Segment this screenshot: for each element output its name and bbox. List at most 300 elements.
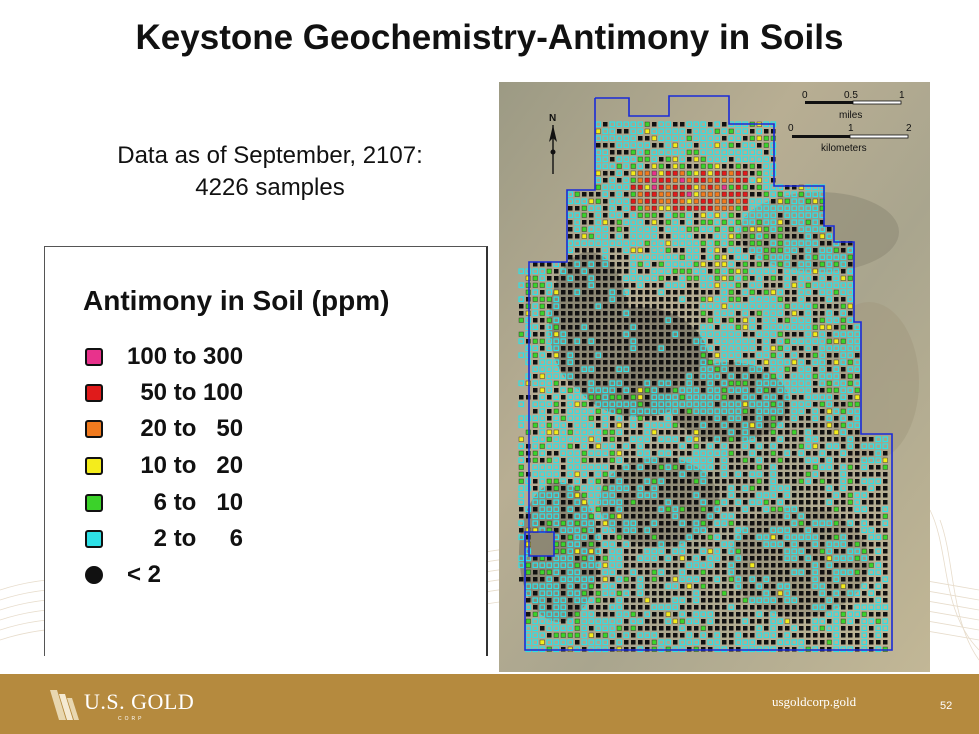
sample-point xyxy=(722,598,727,603)
sample-point xyxy=(673,416,678,421)
sample-point xyxy=(834,514,839,519)
sample-point xyxy=(673,479,678,484)
sample-point xyxy=(883,451,888,456)
sample-point xyxy=(729,297,734,302)
sample-point xyxy=(673,521,678,526)
sample-point xyxy=(547,276,552,281)
sample-point xyxy=(729,528,734,533)
sample-point xyxy=(694,290,699,295)
sample-point xyxy=(708,339,713,344)
sample-point xyxy=(673,388,678,393)
sample-point xyxy=(666,542,671,547)
sample-point xyxy=(813,479,818,484)
sample-point xyxy=(827,339,832,344)
sample-point xyxy=(582,493,587,498)
sample-point xyxy=(806,514,811,519)
sample-point xyxy=(750,353,755,358)
sample-point xyxy=(680,304,685,309)
sample-point xyxy=(771,591,776,596)
sample-point xyxy=(722,563,727,568)
sample-point xyxy=(841,248,846,253)
sample-point xyxy=(701,507,706,512)
sample-point xyxy=(561,570,566,575)
sample-point xyxy=(680,318,685,323)
sample-point xyxy=(750,136,755,141)
sample-point xyxy=(834,563,839,568)
sample-point xyxy=(799,556,804,561)
sample-point xyxy=(631,199,636,204)
sample-point xyxy=(806,591,811,596)
sample-point xyxy=(645,290,650,295)
sample-point xyxy=(764,619,769,624)
sample-point xyxy=(659,416,664,421)
sample-point xyxy=(834,360,839,365)
sample-point xyxy=(792,262,797,267)
sample-point xyxy=(764,605,769,610)
sample-point xyxy=(729,633,734,638)
sample-point xyxy=(715,612,720,617)
sample-point xyxy=(799,605,804,610)
sample-point xyxy=(596,374,601,379)
sample-point xyxy=(680,605,685,610)
sample-point xyxy=(736,598,741,603)
sample-point xyxy=(603,507,608,512)
sample-point xyxy=(659,577,664,582)
sample-point xyxy=(659,514,664,519)
sample-point xyxy=(841,409,846,414)
sample-point xyxy=(813,486,818,491)
sample-point xyxy=(855,528,860,533)
sample-point xyxy=(778,507,783,512)
sample-point xyxy=(624,129,629,134)
sample-point xyxy=(596,143,601,148)
sample-point xyxy=(729,395,734,400)
sample-point xyxy=(736,311,741,316)
sample-point xyxy=(708,507,713,512)
sample-point xyxy=(757,220,762,225)
sample-point xyxy=(575,507,580,512)
sample-point xyxy=(673,591,678,596)
sample-point xyxy=(827,584,832,589)
sample-point xyxy=(589,290,594,295)
sample-point xyxy=(617,535,622,540)
sample-point xyxy=(813,332,818,337)
sample-point xyxy=(757,486,762,491)
sample-point xyxy=(694,444,699,449)
sample-point xyxy=(547,458,552,463)
sample-point xyxy=(715,262,720,267)
sample-point xyxy=(652,360,657,365)
sample-point xyxy=(638,199,643,204)
sample-point xyxy=(729,157,734,162)
sample-point xyxy=(743,535,748,540)
sample-point xyxy=(743,472,748,477)
sample-point xyxy=(764,255,769,260)
sample-point xyxy=(687,570,692,575)
sample-point xyxy=(722,255,727,260)
website-link[interactable]: usgoldcorp.gold xyxy=(772,694,857,709)
sample-point xyxy=(757,479,762,484)
sample-point xyxy=(533,276,538,281)
sample-point xyxy=(799,528,804,533)
sample-point xyxy=(862,563,867,568)
sample-point xyxy=(715,241,720,246)
sample-point xyxy=(701,444,706,449)
sample-point xyxy=(715,346,720,351)
sample-point xyxy=(855,402,860,407)
sample-point xyxy=(708,353,713,358)
sample-point xyxy=(694,584,699,589)
sample-point xyxy=(729,206,734,211)
sample-point xyxy=(680,395,685,400)
sample-point xyxy=(603,276,608,281)
sample-point xyxy=(855,563,860,568)
sample-point xyxy=(631,500,636,505)
sample-point xyxy=(729,171,734,176)
sample-point xyxy=(575,626,580,631)
sample-point xyxy=(715,591,720,596)
sample-point xyxy=(652,283,657,288)
sample-point xyxy=(680,122,685,127)
sample-point xyxy=(575,318,580,323)
sample-point xyxy=(869,437,874,442)
sample-point xyxy=(806,353,811,358)
sample-point xyxy=(582,318,587,323)
sample-point xyxy=(722,122,727,127)
sample-point xyxy=(617,255,622,260)
sample-point xyxy=(526,619,531,624)
sample-point xyxy=(722,416,727,421)
sample-point xyxy=(715,171,720,176)
sample-point xyxy=(631,493,636,498)
sample-point xyxy=(729,178,734,183)
sample-point xyxy=(694,262,699,267)
sample-point xyxy=(652,332,657,337)
sample-point xyxy=(533,423,538,428)
sample-point xyxy=(743,283,748,288)
sample-point xyxy=(631,381,636,386)
sample-point xyxy=(589,395,594,400)
sample-point xyxy=(575,402,580,407)
sample-point xyxy=(736,269,741,274)
sample-point xyxy=(855,626,860,631)
logo-subtext: CORP xyxy=(118,716,145,722)
sample-point xyxy=(617,269,622,274)
sample-point xyxy=(589,297,594,302)
sample-point xyxy=(687,164,692,169)
sample-point xyxy=(722,640,727,645)
sample-point xyxy=(624,304,629,309)
sample-point xyxy=(729,626,734,631)
sample-point xyxy=(715,227,720,232)
sample-point xyxy=(554,633,559,638)
sample-point xyxy=(687,549,692,554)
sample-point xyxy=(743,493,748,498)
legend-swatch xyxy=(85,530,103,548)
sample-point xyxy=(694,374,699,379)
sample-point xyxy=(729,479,734,484)
sample-point xyxy=(638,416,643,421)
sample-point xyxy=(771,437,776,442)
sample-point xyxy=(834,584,839,589)
sample-point xyxy=(568,612,573,617)
sample-point xyxy=(757,556,762,561)
sample-point xyxy=(666,521,671,526)
sample-point xyxy=(820,402,825,407)
svg-text:N: N xyxy=(549,113,557,124)
sample-point xyxy=(764,549,769,554)
sample-point xyxy=(533,577,538,582)
sample-point xyxy=(729,437,734,442)
sample-point xyxy=(792,493,797,498)
sample-point xyxy=(666,325,671,330)
sample-point xyxy=(820,262,825,267)
sample-point xyxy=(631,612,636,617)
sample-point xyxy=(778,262,783,267)
sample-point xyxy=(708,185,713,190)
sample-point xyxy=(715,402,720,407)
sample-point xyxy=(778,297,783,302)
sample-point xyxy=(813,255,818,260)
sample-point xyxy=(806,416,811,421)
sample-point xyxy=(680,465,685,470)
sample-point xyxy=(715,472,720,477)
sample-point xyxy=(708,297,713,302)
sample-point xyxy=(554,388,559,393)
sample-point xyxy=(827,619,832,624)
sample-point xyxy=(554,290,559,295)
sample-point xyxy=(834,430,839,435)
sample-point xyxy=(729,640,734,645)
sample-point xyxy=(589,248,594,253)
sample-point xyxy=(575,234,580,239)
sample-point xyxy=(568,444,573,449)
sample-point xyxy=(750,556,755,561)
sample-point xyxy=(589,591,594,596)
sample-point xyxy=(666,157,671,162)
sample-point xyxy=(659,444,664,449)
sample-point xyxy=(666,199,671,204)
sample-point xyxy=(666,612,671,617)
sample-point xyxy=(701,290,706,295)
sample-point xyxy=(603,311,608,316)
sample-point xyxy=(743,479,748,484)
sample-point xyxy=(603,213,608,218)
sample-point xyxy=(834,290,839,295)
sample-point xyxy=(624,500,629,505)
sample-point xyxy=(596,367,601,372)
sample-point xyxy=(561,619,566,624)
sample-point xyxy=(568,500,573,505)
sample-point xyxy=(792,472,797,477)
sample-point xyxy=(673,290,678,295)
sample-point xyxy=(715,605,720,610)
svg-text:1: 1 xyxy=(899,90,905,101)
sample-point xyxy=(589,255,594,260)
sample-point xyxy=(757,262,762,267)
sample-point xyxy=(750,241,755,246)
sample-point xyxy=(827,577,832,582)
legend-swatch xyxy=(85,348,103,366)
sample-point xyxy=(596,381,601,386)
sample-point xyxy=(645,248,650,253)
sample-point xyxy=(645,129,650,134)
sample-point xyxy=(757,178,762,183)
sample-point xyxy=(680,493,685,498)
sample-point xyxy=(603,199,608,204)
sample-point xyxy=(841,493,846,498)
sample-point xyxy=(841,598,846,603)
sample-point xyxy=(617,444,622,449)
sample-point xyxy=(855,472,860,477)
sample-point xyxy=(743,381,748,386)
sample-point xyxy=(855,374,860,379)
sample-point xyxy=(659,227,664,232)
sample-point xyxy=(638,626,643,631)
sample-point xyxy=(603,430,608,435)
sample-point xyxy=(603,577,608,582)
sample-point xyxy=(883,612,888,617)
sample-point xyxy=(659,220,664,225)
sample-point xyxy=(883,514,888,519)
sample-point xyxy=(561,409,566,414)
sample-point xyxy=(701,255,706,260)
sample-point xyxy=(694,297,699,302)
sample-point xyxy=(757,185,762,190)
sample-point xyxy=(519,318,524,323)
sample-point xyxy=(610,458,615,463)
sample-point xyxy=(862,500,867,505)
sample-point xyxy=(771,577,776,582)
sample-point xyxy=(652,164,657,169)
sample-point xyxy=(764,472,769,477)
sample-point xyxy=(659,353,664,358)
sample-point xyxy=(547,570,552,575)
sample-point xyxy=(792,612,797,617)
sample-point xyxy=(673,143,678,148)
sample-point xyxy=(813,556,818,561)
sample-point xyxy=(638,192,643,197)
sample-point xyxy=(582,192,587,197)
sample-point xyxy=(764,451,769,456)
sample-point xyxy=(722,199,727,204)
sample-point xyxy=(645,283,650,288)
sample-point xyxy=(645,514,650,519)
sample-point xyxy=(554,332,559,337)
sample-point xyxy=(575,353,580,358)
sample-point xyxy=(631,514,636,519)
sample-point xyxy=(813,269,818,274)
sample-point xyxy=(694,157,699,162)
sample-point xyxy=(666,444,671,449)
sample-point xyxy=(820,423,825,428)
sample-point xyxy=(617,374,622,379)
sample-point xyxy=(701,521,706,526)
sample-point xyxy=(687,472,692,477)
sample-point xyxy=(519,528,524,533)
sample-point xyxy=(610,535,615,540)
sample-point xyxy=(820,304,825,309)
sample-point xyxy=(834,528,839,533)
sample-point xyxy=(533,570,538,575)
sample-point xyxy=(694,416,699,421)
sample-point xyxy=(820,486,825,491)
sample-point xyxy=(799,633,804,638)
sample-point xyxy=(673,367,678,372)
sample-point xyxy=(631,304,636,309)
sample-point xyxy=(750,521,755,526)
sample-point xyxy=(547,318,552,323)
sample-point xyxy=(869,465,874,470)
sample-point xyxy=(575,276,580,281)
sample-point xyxy=(575,255,580,260)
sample-point xyxy=(820,458,825,463)
legend-swatch xyxy=(85,457,103,475)
sample-point xyxy=(610,395,615,400)
sample-point xyxy=(729,591,734,596)
sample-point xyxy=(596,297,601,302)
sample-point xyxy=(645,367,650,372)
sample-point xyxy=(764,556,769,561)
sample-point xyxy=(603,206,608,211)
sample-point xyxy=(652,598,657,603)
sample-point xyxy=(519,514,524,519)
sample-point xyxy=(659,143,664,148)
sample-point xyxy=(764,626,769,631)
sample-point xyxy=(701,318,706,323)
sample-point xyxy=(764,241,769,246)
sample-point xyxy=(666,332,671,337)
sample-point xyxy=(638,423,643,428)
sample-point xyxy=(715,423,720,428)
sample-point xyxy=(757,514,762,519)
sample-point xyxy=(533,479,538,484)
sample-point xyxy=(827,381,832,386)
sample-point xyxy=(785,227,790,232)
sample-point xyxy=(694,325,699,330)
sample-point xyxy=(708,535,713,540)
svg-text:miles: miles xyxy=(839,110,863,121)
sample-point xyxy=(771,234,776,239)
sample-point xyxy=(575,493,580,498)
sample-point xyxy=(652,367,657,372)
sample-point xyxy=(603,122,608,127)
sample-point xyxy=(764,514,769,519)
sample-point xyxy=(687,626,692,631)
sample-point xyxy=(680,339,685,344)
sample-point xyxy=(596,192,601,197)
sample-point xyxy=(799,430,804,435)
sample-point xyxy=(589,633,594,638)
sample-point xyxy=(715,542,720,547)
sample-point xyxy=(582,388,587,393)
sample-point xyxy=(652,472,657,477)
sample-point xyxy=(778,465,783,470)
sample-point xyxy=(785,318,790,323)
sample-point xyxy=(743,416,748,421)
sample-point xyxy=(806,605,811,610)
sample-point xyxy=(603,269,608,274)
sample-point xyxy=(708,437,713,442)
sample-point xyxy=(610,318,615,323)
sample-point xyxy=(771,346,776,351)
sample-point xyxy=(603,437,608,442)
sample-point xyxy=(771,507,776,512)
sample-point xyxy=(834,423,839,428)
sample-point xyxy=(778,318,783,323)
sample-point xyxy=(652,612,657,617)
sample-point xyxy=(743,612,748,617)
